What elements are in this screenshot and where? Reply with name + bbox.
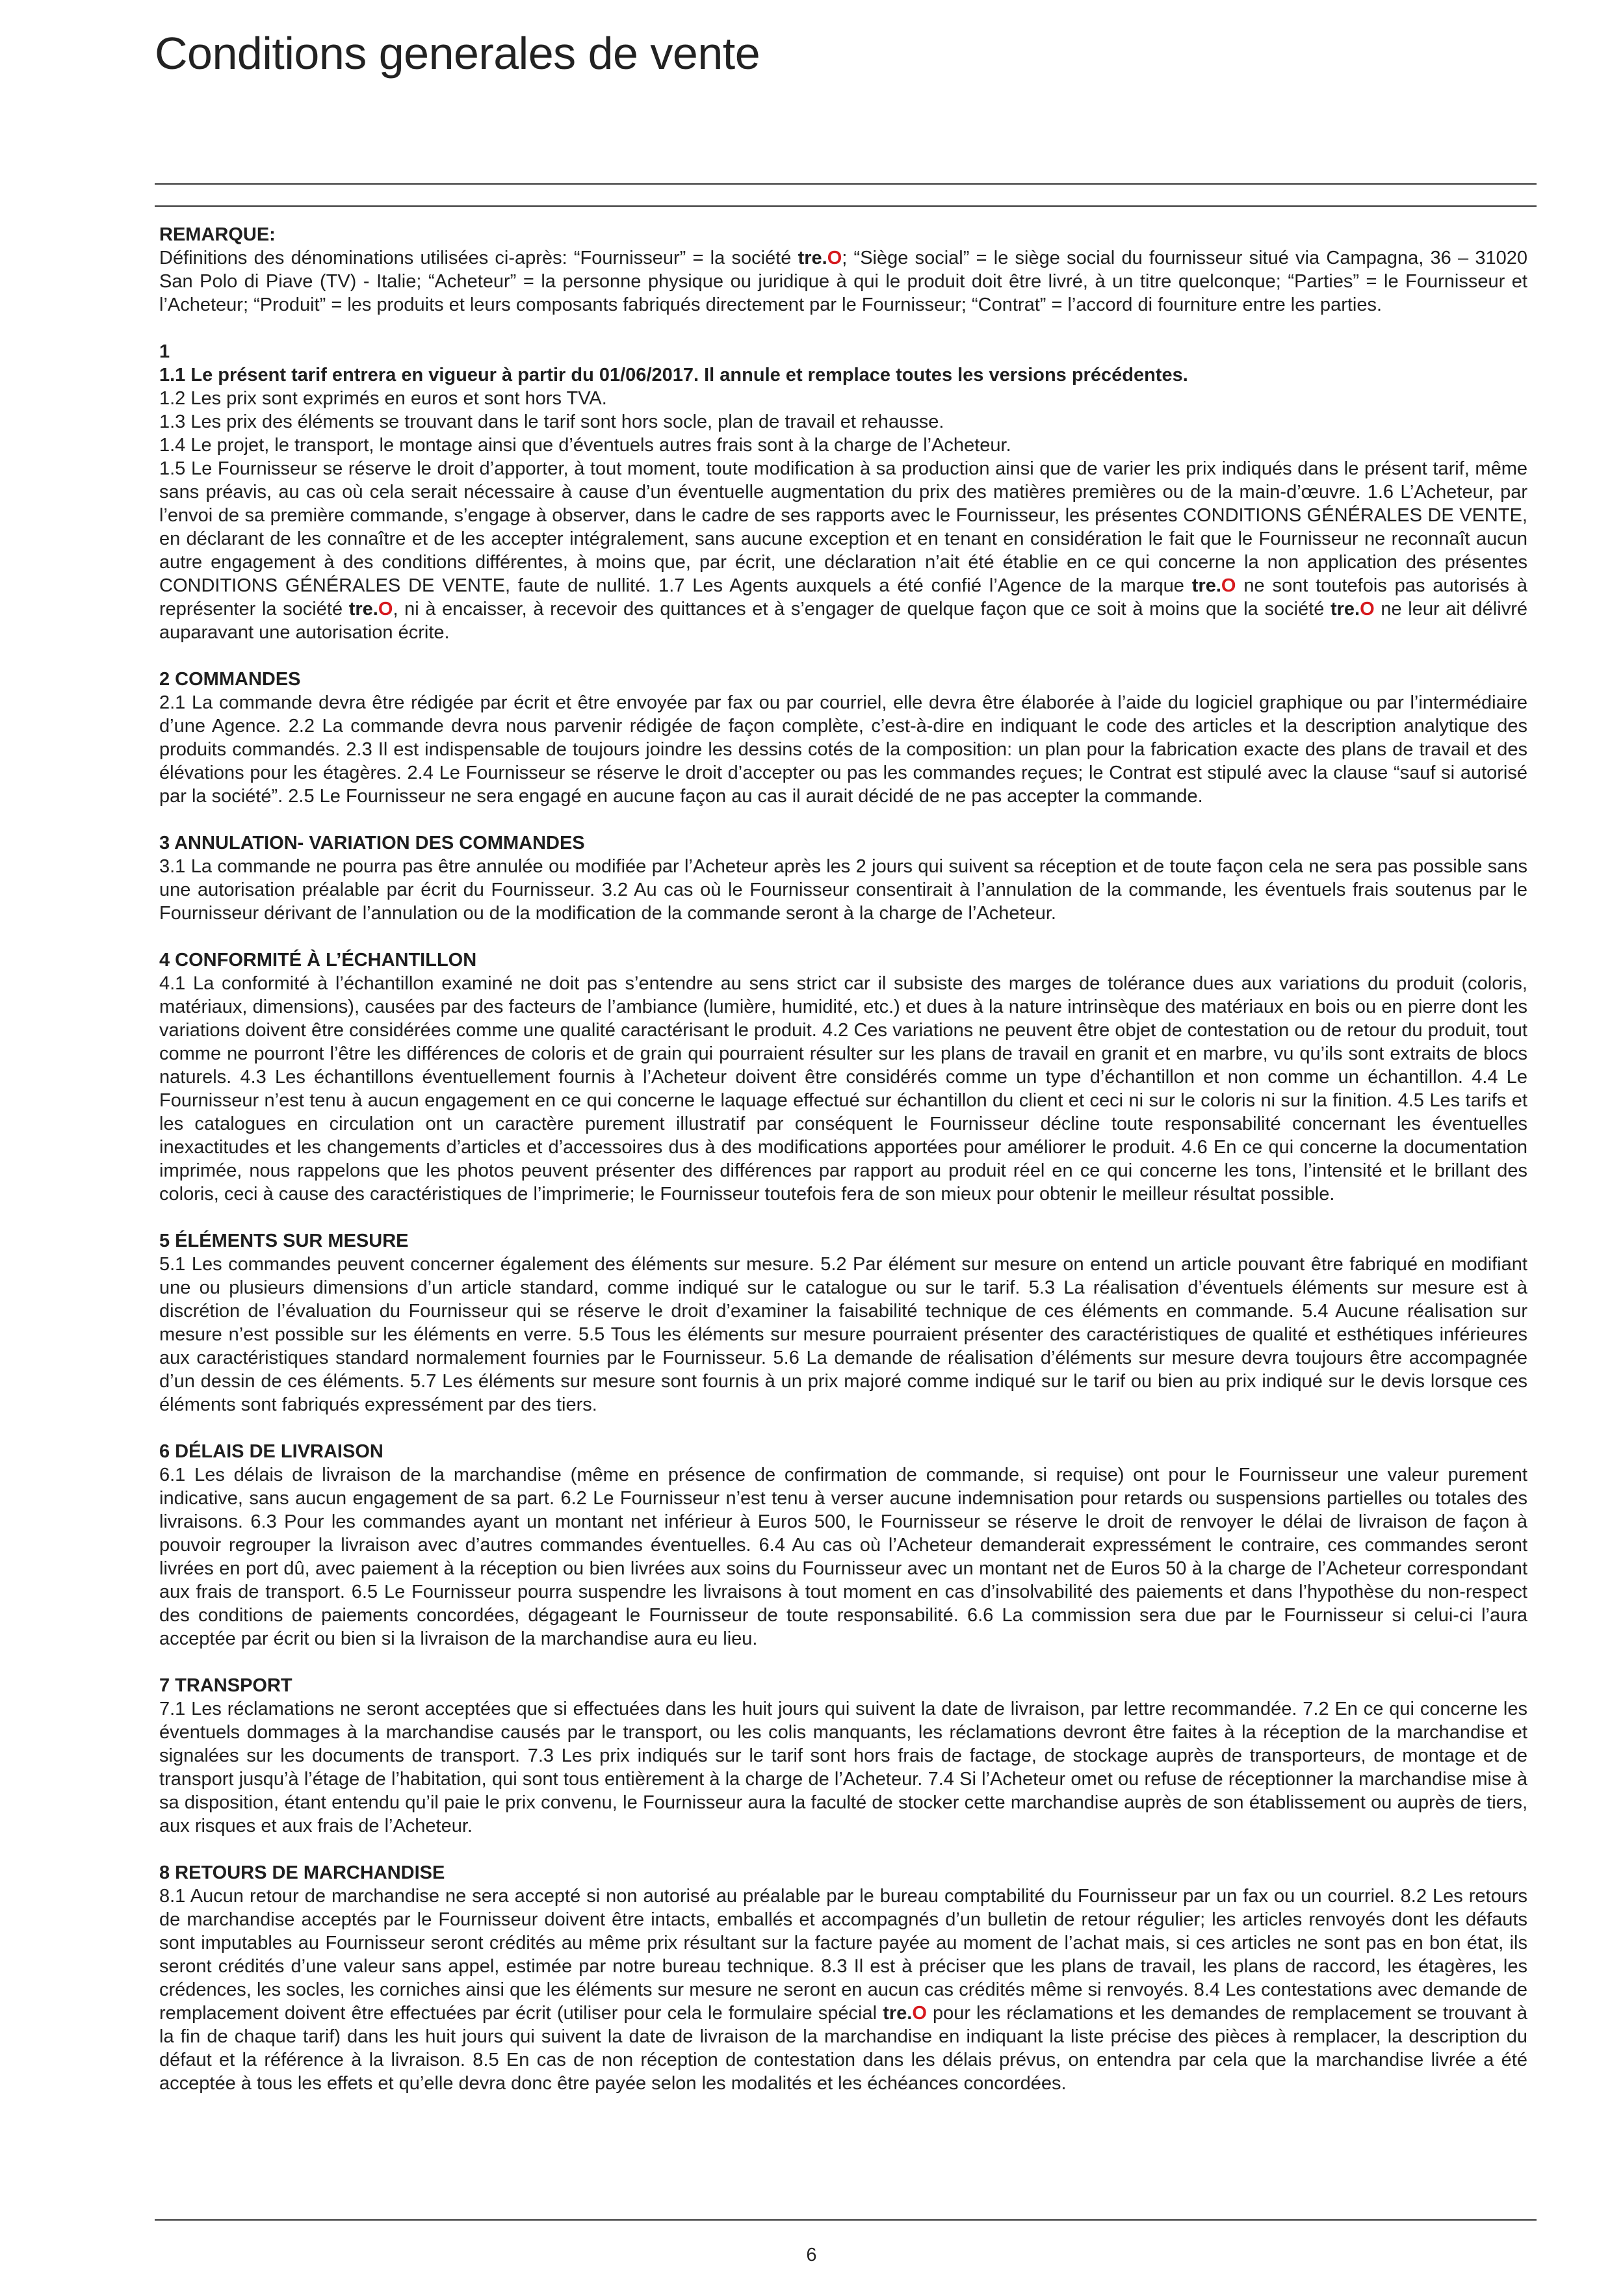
section-1-title: 1 (159, 341, 170, 362)
section-7 (159, 1674, 1527, 1838)
section-1-para-5: 1.5 Le Fournisseur se réserve le droit d’apporter, à tout moment, toute modification à sa production ainsi que de varier les prix indiqués dans le présent tarif, même sans préavis, au cas où cela serait nécessaire à cause d’un éventuelle augmentation du prix des matières premières ou de la main-d’œuvre. 1.6 L’Acheteur, par l’envoi de sa première commande, s’engage à observer, dans le cadre de ses rapports avec le Fournisseur, les présentes CONDITIONS GÉNÉRALES DE VENTE, en déclarant de les connaître et de les accepter intégralement, sans aucune exception et en tenant en considération le fait que le Fournisseur ne reconnaît aucun autre engagement à des conditions différentes, à moins que, par écrit, une déclaration n’ait été établie en ce qui concerne la non application des présentes CONDITIONS GÉNÉRALES DE VENTE, faute de nullité. 1.7 Les Agents auxquels a été confié l’Agence de la marque tre.O ne sont toutefois pas autorisés à représenter la société tre.O, ni à encaisser, à recevoir des quittances et à s’engager de quelque façon que ce soit à moins que la société tre.O ne leur ait délivré auparavant une autorisation écrite. (159, 458, 1527, 643)
section-8-text: 8.1 Aucun retour de marchandise ne sera accepté si non autorisé au préalable par le bureau comptabilité du Fournisseur par un fax ou un courriel. 8.2 Les retours de marchandise acceptés par le Fournisseur doivent être intacts, emballés et accompagnés d’un bulletin de retour régulier; les articles renvoyés dont les défauts sont imputables au Fournisseur seront crédités au même prix résultant sur la facture payée au moment de l’achat mais, si ces articles ne sont pas en bon état, ils seront crédités d’une valeur sans appel, estimée par notre bureau technique. 8.3 Il est à préciser que les plans de travail, les plans de raccord, les étagères, les crédences, les socles, les corniches ainsi que les éléments sur mesure ne seront en aucun cas crédités même si renvoyés. 8.4 Les contestations avec demande de remplacement doivent être effectuées par écrit (utiliser pour cela le formulaire spécial tre.O pour les réclamations et les demandes de remplacement se trouvant à la fin de chaque tarif) dans les huit jours qui suivent la date de livraison de la marchandise en indiquant la liste précise des pièces à remplacer, la description du défaut et la référence à la livraison. 8.5 En cas de non réception de contestation dans les délais prévus, on entendra par cela que la marchandise livrée a été acceptée à tous les effets et qu’elle devra donc être payée selon les modalités et les échéances concordées. (159, 1886, 1527, 2094)
section-6-text: 6.1 Les délais de livraison de la marchandise (même en présence de confirmation de commande, si requise) ont pour le Fournisseur une valeur purement indicative, sans aucun engagement de sa part. 6.2 Le Fournisseur n’est tenu à verser aucune indemnisation pour retards ou suspensions partielles ou totales des livraisons. 6.3 Pour les commandes ayant un montant net inférieur à Euros 500, le Fournisseur se réserve le droit de renvoyer le délai de livraison de façon à pouvoir regrouper la livraison avec d’autres commandes éventuelles. 6.4 Au cas où l’Acheteur demanderait expressément le contraire, ces commandes seront livrées en port dû, avec paiement à la réception ou bien livrées aux soins du Fournisseur avec un montant net de Euros 50 à la charge de l’Acheteur correspondant aux frais de transport. 6.5 Le Fournisseur pourra suspendre les livraisons à tout moment en cas d’insolvabilité des paiements et dans l’hypothèse du non-respect des conditions de paiements concordées, dégageant le Fournisseur de toute responsabilité. 6.6 La commission sera due par le Fournisseur si celui-ci l’aura acceptée par écrit ou bien si la livraison de la marchandise aura eu lieu. (159, 1465, 1527, 1649)
section-2-text: 2.1 La commande devra être rédigée par écrit et être envoyée par fax ou par courriel, elle devra être élaborée à l’aide du logiciel graphique ou par l’intermédiaire d’une Agence. 2.2 La commande devra nous parvenir rédigée de façon complète, c’est-à-dire en indiquant le code des articles et la description analytique des produits commandés. 2.3 Il est indispensable de toujours joindre les dessins cotés de la composition: un plan pour la fabrication exacte des plans de travail et des élévations pour les étagères. 2.4 Le Fournisseur se réserve le droit d’accepter ou pas les commandes reçues; le Contrat est stipulé avec la clause “sauf si autorisé par la société”. 2.5 Le Fournisseur ne sera engagé en aucune façon au cas il aurait décidé de ne pas accepter la commande. (159, 692, 1527, 807)
brand-logo: tre.O (798, 248, 842, 268)
section-7-text: 7.1 Les réclamations ne seront acceptées que si effectuées dans les huit jours qui suivent la date de livraison, par lettre recommandée. 7.2 En ce qui concerne les éventuels dommages à la marchandise causés par le transport, ou les colis manquants, les réclamations devront être faites à la réception de la marchandise et signalées sur les documents de transport. 7.3 Les prix indiqués sur le tarif sont hors frais de factage, de stockage auprès de transporteurs, de montage et de transport jusqu’à l’étage de l’habitation, qui sont tous entièrement à la charge de l’Acheteur. 7.4 Si l’Acheteur omet ou refuse de réceptionner la marchandise mise à sa disposition, étant entendu qu’il paie le prix convenu, le Fournisseur aura la faculté de stocker cette marchandise auprès de son établissement ou auprès de tiers, aux risques et aux frais de l’Acheteur. (159, 1699, 1527, 1836)
footer-divider (155, 2219, 1537, 2221)
section-4-text: 4.1 La conformité à l’échantillon examiné ne doit pas s’entendre au sens strict car il subsiste des marges de tolérance dues aux variations du produit (coloris, matériaux, dimensions), causées par des facteurs de l’ambiance (lumière, humidité, etc.) et dues à la nature intrinsèque des matériaux en bois ou en pierre dont les variations doivent être considérées comme une qualité caractérisant le produit. 4.2 Ces variations ne peuvent être objet de contestation ou de retour du produit, tout comme ne pourront l’être les différences de coloris et de grain qui pourraient résulter sur les plans de travail en granit et en marbre, vu qu’ils sont extraits de blocs naturels. 4.3 Les échantillons éventuellement fournis à l’Acheteur doivent être considérés comme un type d’échantillon et non comme un échantillon. 4.4 Le Fournisseur n’est tenu à aucun engagement en ce qui concerne le laquage effectué sur échantillon du client et ceci ni sur le coloris ni sur la finition. 4.5 Les tarifs et les catalogues en circulation ont un caractère purement illustratif par conséquent le Fournisseur décline toute responsabilité concernant les éventuelles inexactitudes et les changements d’articles et d’accessoires dus à des modifications apportées pour améliorer le produit. 4.6 En ce qui concerne la documentation imprimée, nous rappelons que les photos peuvent présenter des différences par rapport au produit réel en ce qui concerne les tons, l’intensité et le brillant des coloris, ceci à cause des caractéristiques de l’imprimerie; le Fournisseur toutefois fera de son mieux pour obtenir le meilleur résultat possible. (159, 973, 1527, 1205)
section-2-title: 2 COMMANDES (159, 669, 301, 690)
section-5 (159, 1229, 1527, 1416)
section-3-text: 3.1 La commande ne pourra pas être annulée ou modifiée par l’Acheteur après les 2 jours qui suivent sa réception et de toute façon cela ne sera pas possible sans une autorisation préalable par écrit du Fournisseur. 3.2 Au cas où le Fournisseur consentirait à l’annulation de la commande, les éventuels frais soutenus par le Fournisseur dérivant de l’annulation ou de la modification de la commande seront à la charge de l’Acheteur. (159, 856, 1527, 924)
section-1-para-2: 1.2 Les prix sont exprimés en euros et sont hors TVA. (159, 388, 607, 409)
section-4 (159, 948, 1527, 1206)
page-title: Conditions generales de vente (155, 28, 760, 79)
section-6-title: 6 DÉLAIS DE LIVRAISON (159, 1441, 383, 1462)
brand-logo: tre.O (1191, 575, 1236, 596)
section-1-para-1: 1.1 Le présent tarif entrera en vigueur à partir du 01/06/2017. Il annule et remplace toutes les versions précédentes. (159, 365, 1188, 385)
section-1-para-3: 1.3 Les prix des éléments se trouvant dans le tarif sont hors socle, plan de travail et rehausse. (159, 411, 944, 432)
header-divider-bottom (155, 205, 1537, 207)
section-5-title: 5 ÉLÉMENTS SUR MESURE (159, 1231, 409, 1251)
remark-text: Définitions des dénominations utilisées ci-après: “Fournisseur” = la société tre.O; “Siège social” = le siège social du fournisseur situé via Campagna, 36 – 31020 San Polo di Piave (TV) - Italie; “Acheteur” = la personne physique ou juridique à qui le produit doit être livré, à un titre quelconque; “Parties” = le Fournisseur et l’Acheteur; “Produit” = les produits et leurs composants fabriqués directement par le Fournisseur; “Contrat” = l’accord di fourniture entre les parties. (159, 248, 1527, 315)
section-7-title: 7 TRANSPORT (159, 1675, 292, 1696)
document-body (159, 223, 1527, 2119)
section-2 (159, 668, 1527, 808)
brand-logo: tre.O (883, 2003, 927, 2024)
section-1-para-4: 1.4 Le projet, le transport, le montage ainsi que d’éventuels autres frais sont à la charge de l’Acheteur. (159, 435, 1011, 456)
section-8 (159, 1861, 1527, 2095)
section-6 (159, 1440, 1527, 1650)
brand-logo: tre.O (348, 599, 393, 620)
section-4-title: 4 CONFORMITÉ À L’ÉCHANTILLON (159, 950, 477, 971)
remark-title: REMARQUE: (159, 224, 276, 245)
section-3 (159, 831, 1527, 925)
page-number: 6 (806, 2245, 817, 2265)
section-1 (159, 340, 1527, 644)
brand-logo: tre.O (1330, 599, 1375, 620)
section-5-text: 5.1 Les commandes peuvent concerner également des éléments sur mesure. 5.2 Par élément sur mesure on entend un article pouvant être fabriqué en modifiant une ou plusieurs dimensions d’un article standard, comme indiqué sur le catalogue ou sur le tarif. 5.3 La réalisation d’éventuels éléments sur mesure est à discrétion de l’évaluation du Fournisseur qui se réserve le droit d’examiner la faisabilité technique de ces éléments en commande. 5.4 Aucune réalisation sur mesure n’est possible sur les éléments en verre. 5.5 Tous les éléments sur mesure pourraient présenter des caractéristiques de qualité et esthétiques inférieures aux caractéristiques standard normalement fournies par le Fournisseur. 5.6 La demande de réalisation d’éléments sur mesure devra toujours être accompagnée d’un dessin de ces éléments. 5.7 Les éléments sur mesure sont fournis à un prix majoré comme indiqué sur le tarif ou bien au prix indiqué sur le devis lorsque ces éléments sont fabriqués expressément par des tiers. (159, 1254, 1527, 1415)
remark-section (159, 223, 1527, 317)
section-8-title: 8 RETOURS DE MARCHANDISE (159, 1862, 445, 1883)
section-3-title: 3 ANNULATION- VARIATION DES COMMANDES (159, 833, 585, 854)
header-divider-top (155, 183, 1537, 185)
